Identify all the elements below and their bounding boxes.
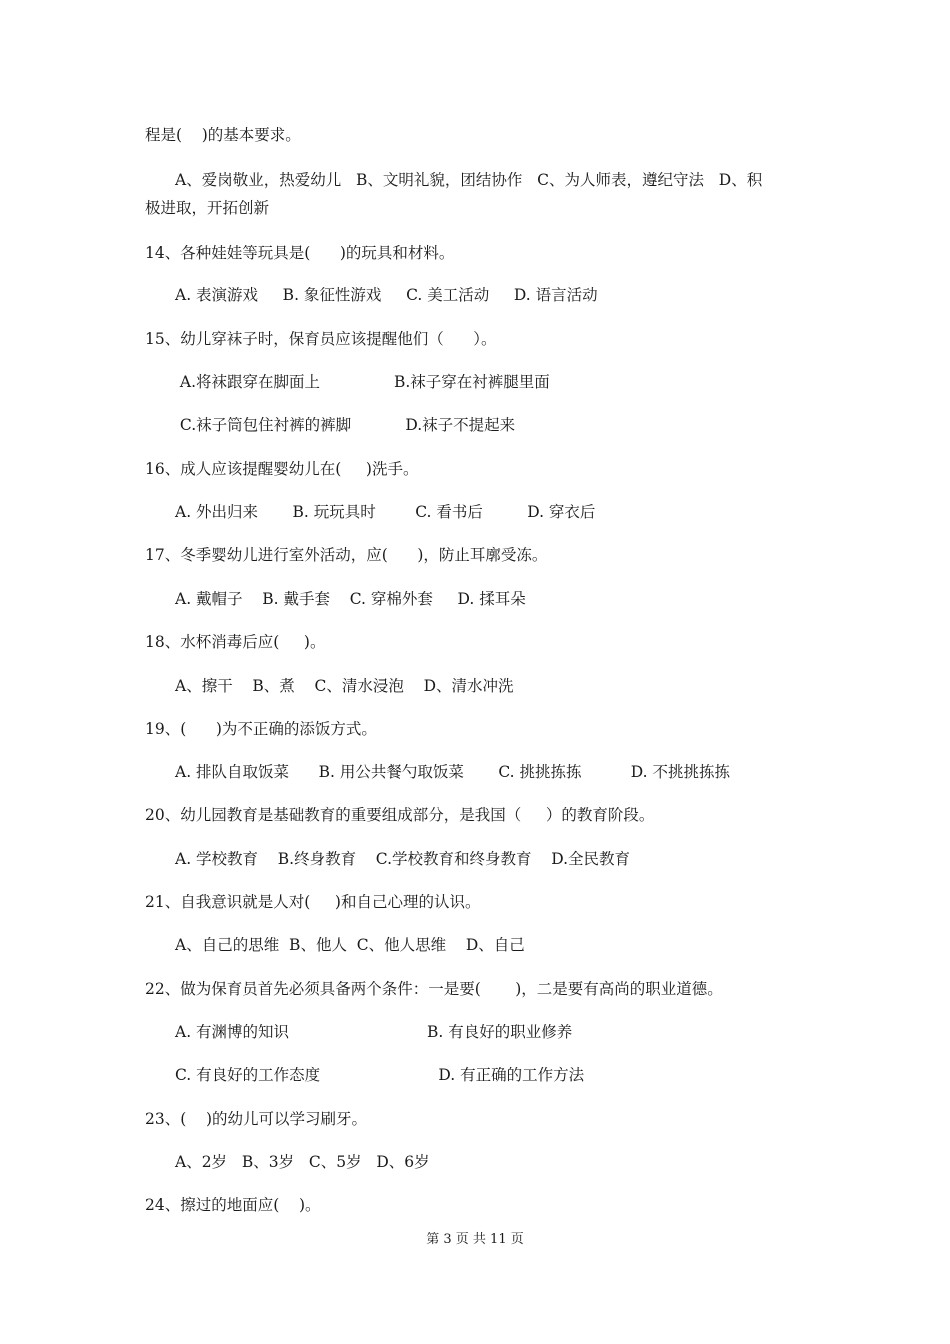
- option-row: C.袜子筒包住衬裤的裤脚 D.袜子不提起来: [175, 416, 516, 434]
- question-text: 16、成人应该提醒婴幼儿在( )洗手。: [145, 460, 419, 478]
- question-text: 21、自我意识就是人对( )和自己心理的认识。: [145, 893, 481, 911]
- question-text: 程是( )的基本要求。: [145, 126, 301, 144]
- option-row: 极进取，开拓创新: [145, 199, 270, 217]
- question-text: 14、各种娃娃等玩具是( )的玩具和材料。: [145, 244, 455, 262]
- question-text: 22、做为保育员首先必须具备两个条件：一是要( )，二是要有高尚的职业道德。: [145, 980, 723, 998]
- option-row: A. 外出归来 B. 玩玩具时 C. 看书后 D. 穿衣后: [175, 503, 596, 521]
- option-row: C. 有良好的工作态度 D. 有正确的工作方法: [175, 1066, 585, 1084]
- question-text: 15、幼儿穿袜子时，保育员应该提醒他们（ ）。: [145, 330, 497, 348]
- option-row: A. 排队自取饭菜 B. 用公共餐勺取饭菜 C. 挑挑拣拣 D. 不挑挑拣拣: [175, 763, 731, 781]
- option-row: A. 戴帽子 B. 戴手套 C. 穿棉外套 D. 揉耳朵: [175, 590, 526, 608]
- question-text: 23、( )的幼儿可以学习刷牙。: [145, 1110, 368, 1128]
- option-row: A、自己的思维 B、他人 C、他人思维 D、自己: [175, 936, 525, 954]
- option-row: A. 学校教育 B.终身教育 C.学校教育和终身教育 D.全民教育: [175, 850, 631, 868]
- page-footer: 第 3 页 共 11 页: [426, 1232, 524, 1247]
- question-text: 18、水杯消毒后应( )。: [145, 633, 326, 651]
- question-text: 17、冬季婴幼儿进行室外活动，应( )，防止耳廓受冻。: [145, 546, 548, 564]
- option-row: A、爱岗敬业，热爱幼儿 B、文明礼貌，团结协作 C、为人师表，遵纪守法 D、积: [175, 171, 763, 189]
- option-row: A. 表演游戏 B. 象征性游戏 C. 美工活动 D. 语言活动: [175, 286, 598, 304]
- option-row: A. 有渊博的知识 B. 有良好的职业修养: [175, 1023, 573, 1041]
- question-text: 24、擦过的地面应( )。: [145, 1196, 321, 1214]
- question-text: 19、( )为不正确的添饭方式。: [145, 720, 377, 738]
- option-row: A.将袜跟穿在脚面上 B.袜子穿在衬裤腿里面: [175, 373, 550, 391]
- question-text: 20、幼儿园教育是基础教育的重要组成部分，是我国（ ）的教育阶段。: [145, 806, 655, 824]
- option-row: A、擦干 B、煮 C、清水浸泡 D、清水冲洗: [175, 677, 514, 695]
- option-row: A、2岁 B、3岁 C、5岁 D、6岁: [175, 1153, 430, 1171]
